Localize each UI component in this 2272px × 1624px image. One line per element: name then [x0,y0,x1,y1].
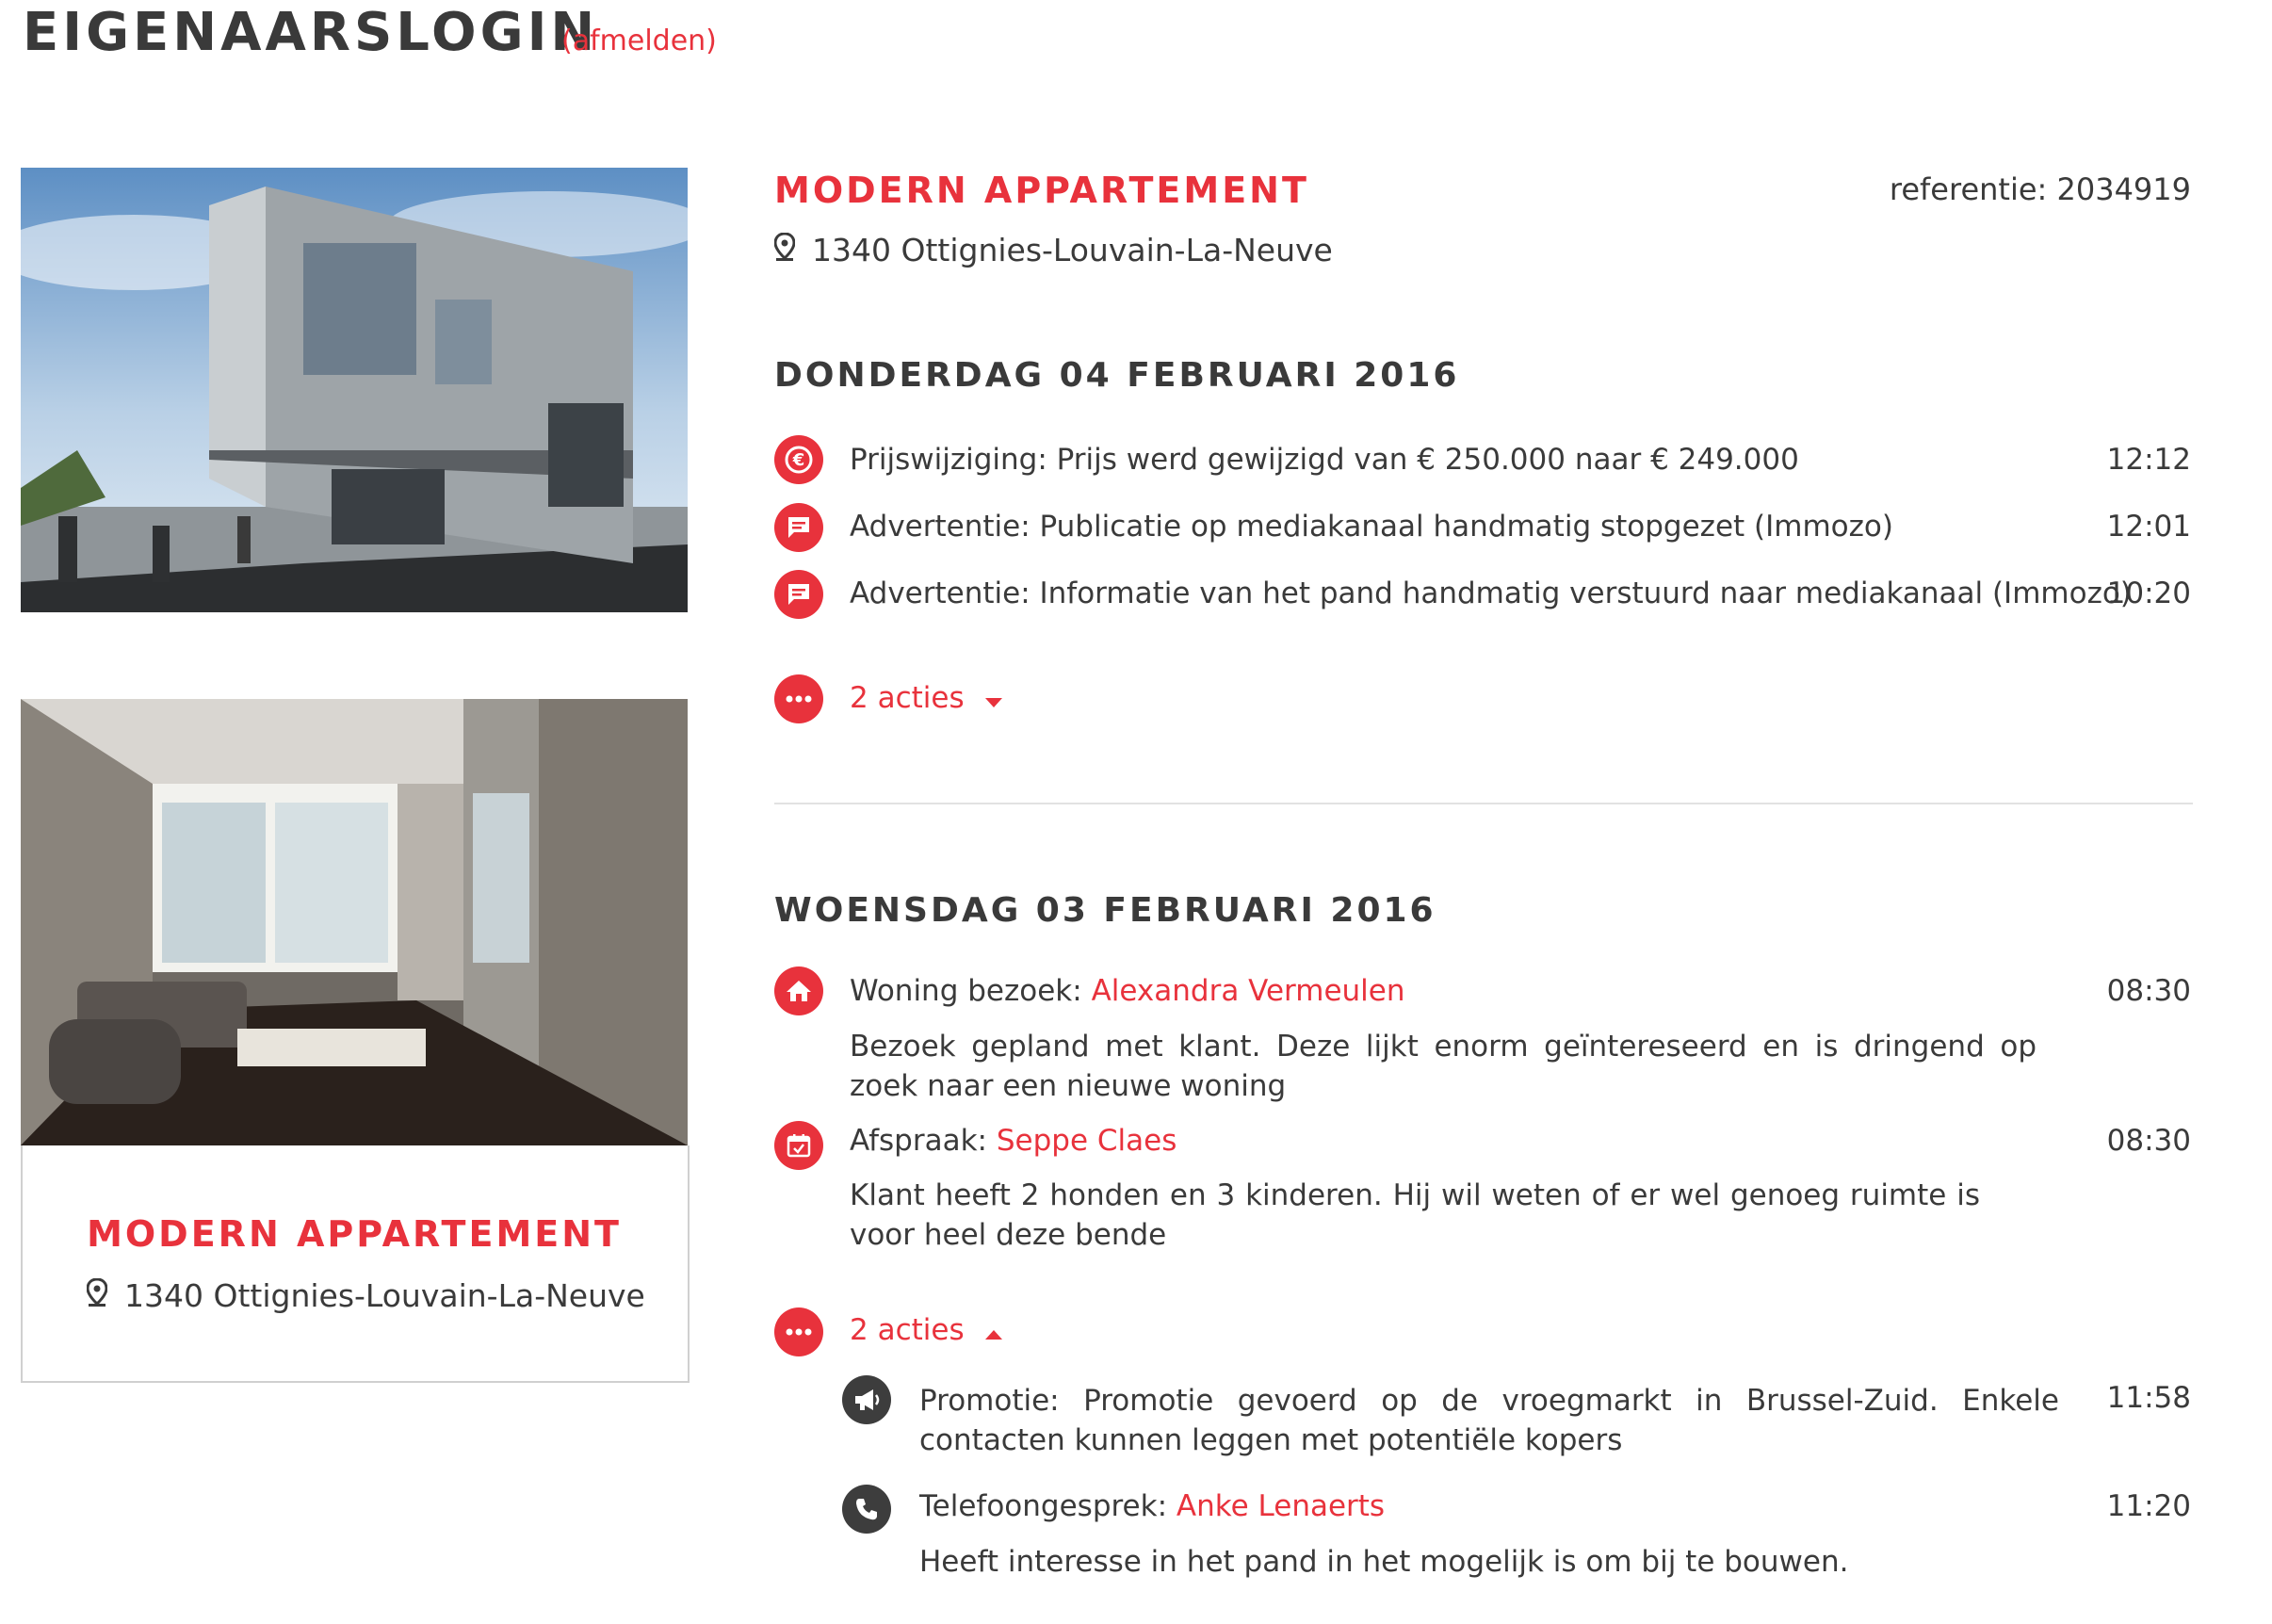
more-icon[interactable] [774,674,823,723]
building-exterior-photo[interactable] [21,168,688,612]
event-time: 08:30 [2106,974,2191,1008]
date-heading: DONDERDAG 04 FEBRUARI 2016 [774,356,1460,395]
action-time: 11:58 [2106,1381,2191,1415]
event-text [850,974,1405,1008]
event-time: 08:30 [2106,1124,2191,1158]
caret-down-icon [985,681,1002,715]
svg-text:€: € [792,450,805,470]
actions-toggle-expanded[interactable] [850,1313,1002,1347]
caret-up-icon [985,1313,1002,1347]
action-label: Telefoongesprek: [919,1489,1168,1523]
contact-link[interactable]: Seppe Claes [996,1124,1177,1158]
page-title: EIGENAARSLOGIN [23,2,599,63]
logout-link[interactable]: (afmelden) [561,24,717,57]
card-address [87,1277,645,1314]
event-time: 12:01 [2106,510,2191,544]
action-time: 11:20 [2106,1489,2191,1523]
section-divider [774,803,2193,804]
event-note: Klant heeft 2 honden en 3 kinderen. Hij wil weten of er wel genoeg ruimte is voor heel deze bende [850,1178,1980,1252]
calendar-icon [774,1121,823,1170]
action-text [919,1489,1385,1523]
property-card[interactable] [21,1145,690,1383]
card-address-text: 1340 Ottignies-Louvain-La-Neuve [124,1277,645,1314]
home-icon [774,966,823,1015]
location-pin-icon [87,1277,107,1314]
event-text: Prijswijziging: Prijs werd gewijzigd van € 250.000 naar € 249.000 [850,443,1799,477]
actions-toggle-label: 2 acties [850,1313,965,1347]
date-heading: WOENSDAG 03 FEBRUARI 2016 [774,891,1436,930]
location-pin-icon [774,232,795,268]
property-address-text: 1340 Ottignies-Louvain-La-Neuve [812,232,1333,268]
contact-link[interactable]: Anke Lenaerts [1176,1489,1386,1523]
living-room-photo[interactable] [21,699,688,1145]
actions-toggle-collapsed[interactable] [850,681,1002,715]
card-title: MODERN APPARTEMENT [87,1213,622,1255]
property-title: MODERN APPARTEMENT [774,170,1309,211]
actions-toggle-label: 2 acties [850,681,965,715]
event-text: Advertentie: Informatie van het pand handmatig verstuurd naar mediakanaal (Immozo) [850,577,2132,610]
contact-link[interactable]: Alexandra Vermeulen [1091,974,1405,1008]
event-time: 12:12 [2106,443,2191,477]
action-text: Promotie: Promotie gevoerd op de vroegmarkt in Brussel-Zuid. Enkele contacten kunnen leggen met potentiële kopers [919,1384,2059,1457]
event-label: Woning bezoek: [850,974,1082,1008]
more-icon[interactable] [774,1307,823,1356]
chat-icon [774,503,823,552]
event-note: Bezoek gepland met klant. Deze lijkt enorm geïntereseerd en is dringend op zoek naar een nieuwe woning [850,1030,2037,1103]
event-text: Advertentie: Publicatie op mediakanaal handmatig stopgezet (Immozo) [850,510,1893,544]
megaphone-icon [842,1375,891,1424]
property-reference: referentie: 2034919 [1889,171,2191,207]
event-text [850,1124,1177,1158]
action-note: Heeft interesse in het pand in het mogelijk is om bij te bouwen. [919,1545,1849,1579]
event-time: 10:20 [2106,577,2191,610]
chat-icon [774,570,823,619]
phone-icon [842,1485,891,1534]
property-address [774,232,1333,268]
event-label: Afspraak: [850,1124,987,1158]
euro-icon [774,435,823,484]
